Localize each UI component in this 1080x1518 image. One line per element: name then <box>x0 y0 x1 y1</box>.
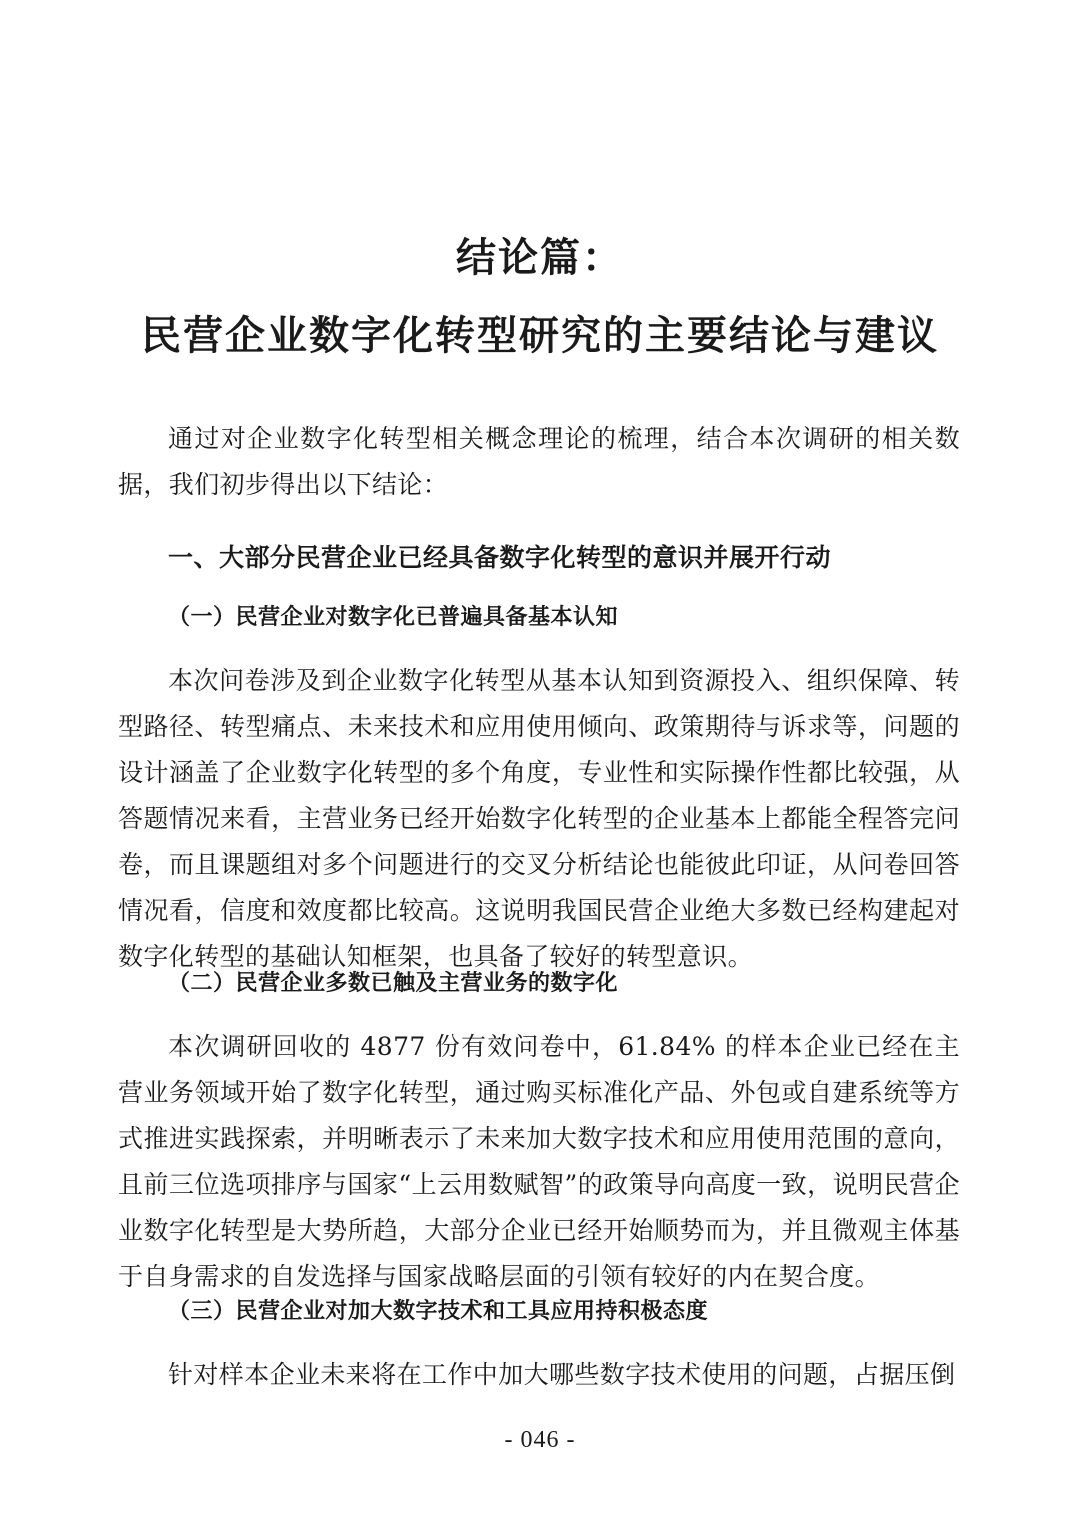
subsection-1-paragraph: 本次问卷涉及到企业数字化转型从基本认知到资源投入、组织保障、转型路径、转型痛点、未来技术和应用使用倾向、政策期待与诉求等，问题的设计涵盖了企业数字化转型的多个角度，专业性和实际操作性都比较强，从答题情况来看，主营业务已经开始数字化转型的企业基本上都能全程答完问卷，而且课题组对多个问题进行的交叉分析结论也能彼此印证，从问卷回答情况看，信度和效度都比较高。这说明我国民营企业绝大多数已经构建起对数字化转型的基础认知框架，也具备了较好的转型意识。 <box>118 666 960 971</box>
subsection-2-paragraph: 本次调研回收的 4877 份有效问卷中，61.84% 的样本企业已经在主营业务领域开始了数字化转型，通过购买标准化产品、外包或自建系统等方式推进实践探索，并明晰表示了未来加大数字技术和应用使用范围的意向，且前三位选项排序与国家“上云用数赋智”的政策导向高度一致，说明民营企业数字化转型是大势所趋，大部分企业已经开始顺势而为，并且微观主体基于自身需求的自发选择与国家战略层面的引领有较好的内在契合度。 <box>118 1032 960 1291</box>
subsection-heading-2: （二）民营企业多数已触及主营业务的数字化 <box>168 971 619 996</box>
page-number: - 046 - <box>504 1427 576 1453</box>
chapter-subtitle: 民营企业数字化转型研究的主要结论与建议 <box>141 312 939 359</box>
intro-paragraph: 通过对企业数字化转型相关概念理论的梳理，结合本次调研的相关数据，我们初步得出以下结论： <box>118 424 960 499</box>
subsection-heading-3: （三）民营企业对加大数字技术和工具应用持积极态度 <box>168 1299 709 1324</box>
subsection-3-paragraph: 针对样本企业未来将在工作中加大哪些数字技术使用的问题，占据压倒 <box>168 1360 956 1389</box>
subsection-heading-1: （一）民营企业对数字化已普遍具备基本认知 <box>168 605 619 630</box>
chapter-title: 结论篇： <box>456 234 624 281</box>
section-heading-1: 一、大部分民营企业已经具备数字化转型的意识并展开行动 <box>168 543 832 572</box>
